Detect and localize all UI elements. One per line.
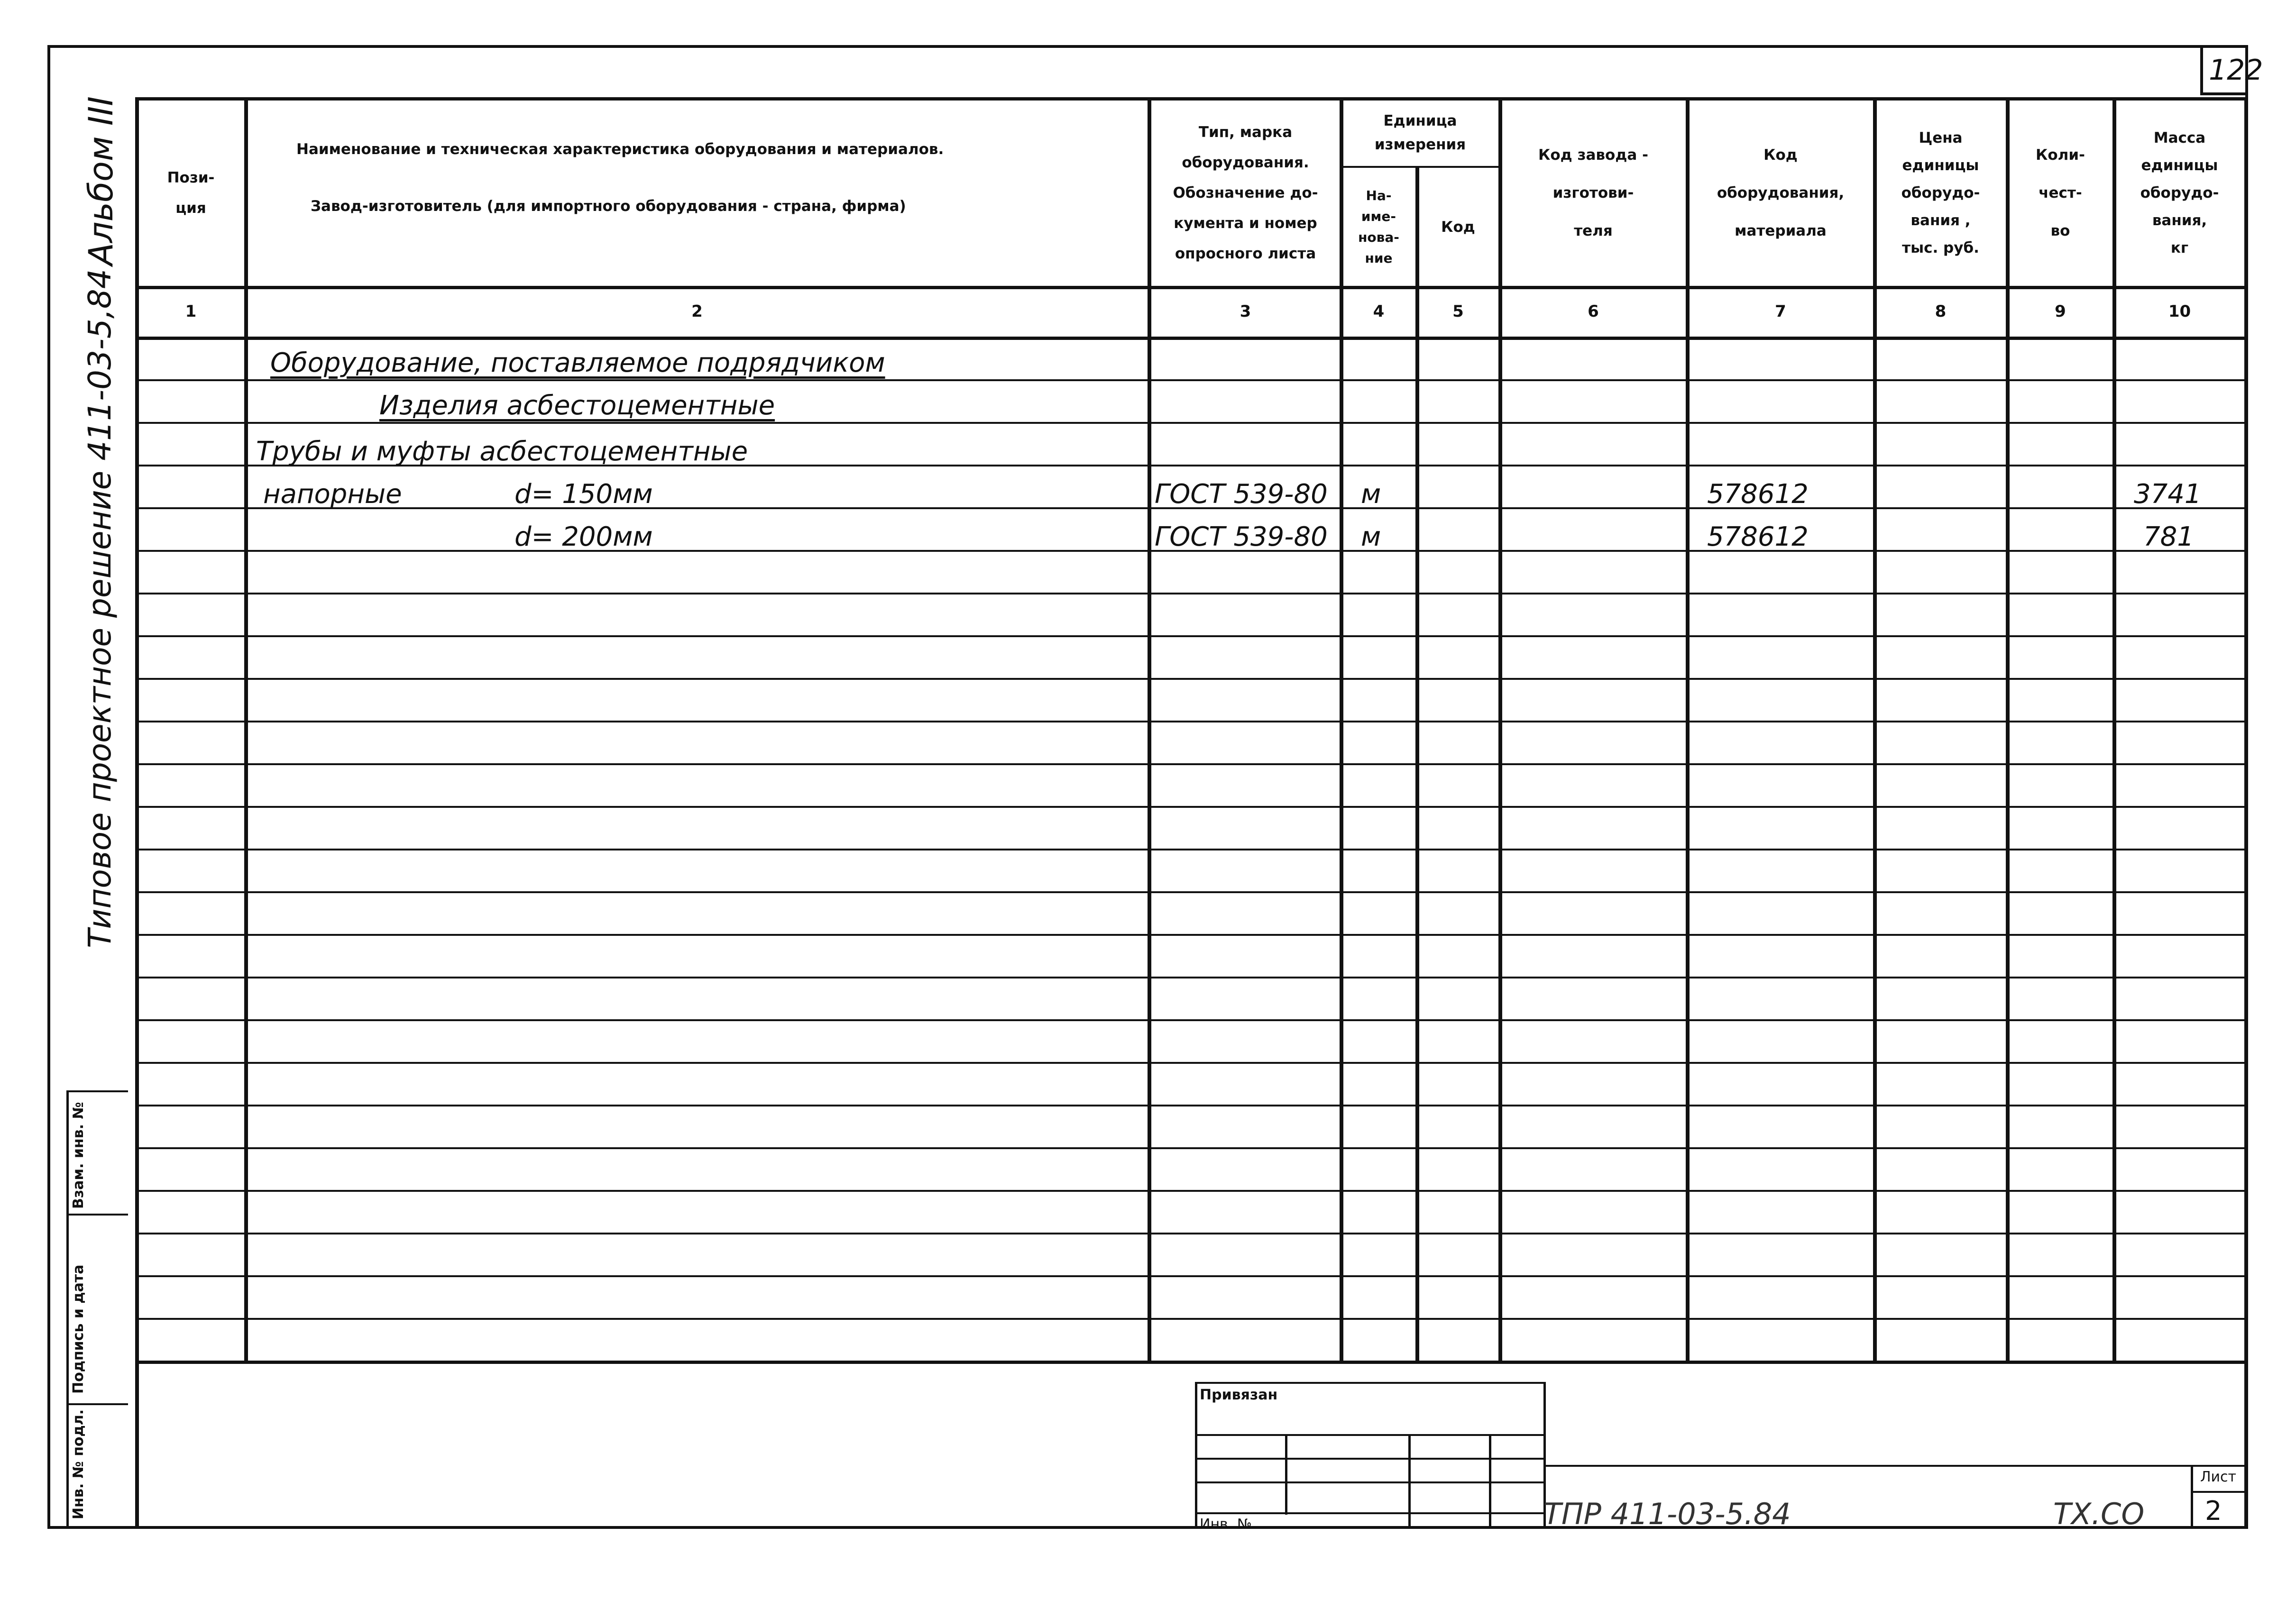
stamp-line <box>2191 1465 2193 1529</box>
row-line <box>135 721 2244 722</box>
col-line-7 <box>1873 97 1877 1361</box>
sheet-number: 122 <box>2209 54 2263 87</box>
sheet-number-box-side <box>2200 45 2203 92</box>
numbers-bottom <box>135 337 2248 340</box>
stamp-line <box>2191 1491 2248 1493</box>
row-line <box>135 1019 2244 1021</box>
stamp-sheet-label: Лист <box>2200 1469 2237 1485</box>
row-line <box>135 379 2244 381</box>
row-line <box>135 1062 2244 1064</box>
stamp-mark: ТХ.СО <box>2053 1497 2145 1531</box>
stamp-line <box>1195 1382 1546 1384</box>
col-number-1: 1 <box>185 302 197 321</box>
side-stamp-field-vzam: Взам. инв. № <box>70 1102 87 1209</box>
row5-unit: м <box>1361 521 1381 552</box>
row-line <box>135 1190 2244 1192</box>
col45-group-header: Единица измерения <box>1374 112 1466 153</box>
row4-mass: 3741 <box>2134 479 2202 510</box>
col3-header: Тип, марка оборудования. Обозначение до- кумента и номер опросного листа <box>1173 123 1318 262</box>
row-line <box>135 1318 2244 1320</box>
col-line-3 <box>1340 97 1343 1361</box>
album-title: Альбом III <box>82 96 120 265</box>
col-line-8 <box>2006 97 2010 1361</box>
col-line-2 <box>1148 97 1151 1361</box>
stamp-doc-code: ТПР 411-03-5.84 <box>1543 1497 1791 1531</box>
row4-name-b: d= 150мм <box>514 479 653 510</box>
header-bottom <box>135 286 2248 289</box>
stamp-line <box>1285 1434 1287 1515</box>
row5-name-b: d= 200мм <box>514 521 653 552</box>
col8-header: Цена единицы оборудо- вания , тыс. руб. <box>1901 129 1980 256</box>
row4-unit: м <box>1361 479 1381 510</box>
col-line-5 <box>1498 97 1502 1361</box>
side-stamp-top <box>66 1090 128 1092</box>
row-line <box>135 891 2244 893</box>
row-line <box>135 763 2244 765</box>
row-line <box>135 1233 2244 1234</box>
col-number-6: 6 <box>1588 302 1599 321</box>
stamp-line <box>1195 1382 1197 1529</box>
col-number-9: 9 <box>2055 302 2066 321</box>
side-stamp-div1 <box>66 1214 128 1216</box>
stamp-line <box>1195 1481 1546 1483</box>
row1-name: Оборудование, поставляемое подрядчиком <box>270 347 885 378</box>
stamp-privyazan: Привязан <box>1200 1387 1278 1403</box>
row-line <box>135 422 2244 424</box>
row-line <box>135 806 2244 808</box>
col1-header: Пози- ция <box>167 169 215 217</box>
col10-header: Масса единицы оборудо- вания, кг <box>2140 129 2219 256</box>
side-stamp-div2 <box>66 1403 128 1405</box>
stamp-sheet-value: 2 <box>2205 1496 2222 1527</box>
row-line <box>135 1105 2244 1106</box>
row-line <box>135 1147 2244 1149</box>
col-number-7: 7 <box>1775 302 1786 321</box>
table-bottom <box>135 1361 2248 1364</box>
row-line <box>135 593 2244 594</box>
stamp-line <box>1489 1434 1491 1529</box>
row5-code: 578612 <box>1707 521 1809 552</box>
row-line <box>135 678 2244 680</box>
row-line <box>135 849 2244 850</box>
col4-header: На- име- нова- ние <box>1358 188 1399 266</box>
row-line <box>135 977 2244 978</box>
row2-name: Изделия асбестоцементные <box>379 390 775 421</box>
stamp-line <box>1195 1434 1546 1436</box>
col-number-8: 8 <box>1935 302 1947 321</box>
row5-doc: ГОСТ 539-80 <box>1155 521 1328 552</box>
col5-header: Код <box>1441 219 1475 236</box>
col-line-10 <box>2244 97 2248 1529</box>
stamp-line <box>1543 1465 2248 1467</box>
row-line <box>135 1275 2244 1277</box>
row-line <box>135 635 2244 637</box>
col2-header-line1: Наименование и техническая характеристика оборудования и материалов. <box>296 141 944 158</box>
sheet-number-box-bottom <box>2200 92 2248 95</box>
side-title: Типовое проектное решение 411-03-5,84 <box>82 269 118 948</box>
stamp-line <box>1195 1512 1546 1514</box>
col-number-2: 2 <box>691 302 703 321</box>
col-line-6 <box>1686 97 1690 1361</box>
col9-header: Коли- чест- во <box>2036 146 2085 239</box>
stamp-line <box>1195 1458 1546 1460</box>
row-line <box>135 934 2244 936</box>
col-number-5: 5 <box>1452 302 1464 321</box>
stamp-line <box>1408 1434 1411 1529</box>
stamp-inv-no: Инв. № <box>1200 1516 1252 1533</box>
row5-mass: 781 <box>2143 521 2194 552</box>
col-line-9 <box>2112 97 2116 1361</box>
row3-name: Трубы и муфты асбестоцементные <box>256 436 748 467</box>
row4-name-a: напорные <box>263 479 402 510</box>
side-stamp-field-inv: Инв. № подл. <box>70 1409 87 1519</box>
col6-header: Код завода - изготови- теля <box>1538 146 1648 239</box>
row4-doc: ГОСТ 539-80 <box>1155 479 1328 510</box>
side-stamp-field-sign: Подпись и дата <box>70 1264 87 1394</box>
col-line-1 <box>244 97 248 1361</box>
col-number-4: 4 <box>1373 302 1385 321</box>
col-number-10: 10 <box>2168 302 2191 321</box>
row4-code: 578612 <box>1707 479 1809 510</box>
unit-group-line <box>1340 166 1498 168</box>
col7-header: Код оборудования, материала <box>1717 146 1845 239</box>
col-number-3: 3 <box>1240 302 1251 321</box>
col2-header-line2: Завод-изготовитель (для импортного оборудования - страна, фирма) <box>311 198 906 215</box>
side-stamp-line-left <box>66 1090 69 1529</box>
